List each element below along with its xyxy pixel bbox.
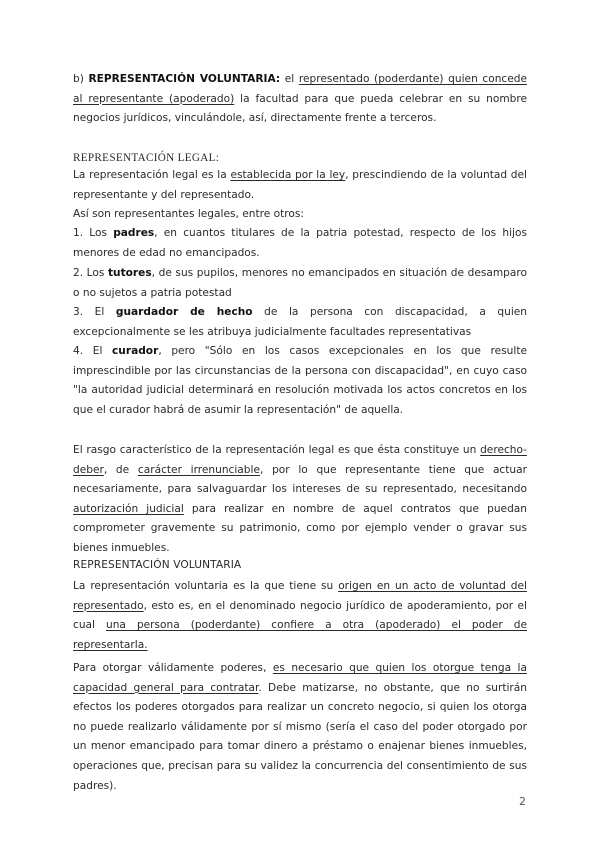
intro-underlined: representado (poderdante) quien concede al representante (apoderado): [73, 73, 528, 105]
voluntary-underlined-1: origen en un acto de voluntad del representado: [73, 580, 527, 612]
legal-item-4: [73, 342, 527, 420]
intro-text-2: la facultad para que pueda celebrar en su nombre negocios jurídicos, vinculándole, así, directamente frente a terceros.: [73, 92, 528, 125]
trait-paragraph: [73, 441, 527, 559]
trait-underlined-1: derecho-deber: [73, 444, 527, 476]
item-number: 3. El: [73, 306, 116, 318]
powers-paragraph: [73, 659, 527, 796]
item-number: 4. El: [73, 345, 113, 357]
item-number: 2. Los: [73, 267, 108, 279]
legal-item-3: [73, 303, 527, 342]
intro-paragraph: [73, 70, 527, 129]
powers-text-2: . Debe matizarse, no obstante, que no surtirán efectos los poderes otorgados para realizar un concreto negocio, si quien los otorga no puede realizarlo válidamente por sí mismo (sería el caso del poder otorgado por un menor emancipado para tomar dinero a préstamo o enajenar bienes inmuebles, operaciones que, precisan para su validez la concurrencia del consentimiento de sus padres).: [73, 681, 527, 792]
legal-item-1: [73, 224, 527, 263]
legal-heading: REPRESENTACIÓN LEGAL:: [73, 152, 220, 164]
item-term: padres: [113, 227, 155, 239]
item-term: tutores: [107, 267, 152, 279]
intro-prefix: b): [73, 73, 89, 85]
trait-text: El rasgo característico de la representación legal es que ésta constituye un: [73, 444, 481, 456]
voluntary-heading: REPRESENTACIÓN VOLUNTARIA: [73, 559, 242, 571]
voluntary-text-2: , esto es, en el denominado negocio jurídico de apoderamiento, por el cual: [73, 599, 527, 632]
voluntary-underlined-2: una persona (poderdante) confiere a otra (apoderado) el poder de representarla.: [73, 619, 527, 651]
intro-text: el: [280, 73, 299, 85]
trait-text-3: , por lo que representante tiene que actuar necesariamente, para salvaguardar los intereses de su representado, necesitando: [73, 463, 527, 496]
item-term: curador: [112, 345, 159, 357]
trait-text-2: , de: [103, 463, 138, 476]
voluntary-paragraph: [73, 577, 527, 655]
voluntary-text: La representación voluntaria es la que tiene su: [73, 580, 339, 592]
legal-list-intro: Así son representantes legales, entre otros:: [73, 208, 304, 220]
item-term: guardador de hecho: [115, 306, 253, 318]
legal-definition: [73, 166, 527, 205]
page-number: 2: [519, 795, 526, 808]
legal-item-2: [73, 264, 527, 303]
trait-text-4: para realizar en nombre de aquel contratos que puedan comprometer gravemente su patrimonio, como por ejemplo vender o gravar sus bienes inmuebles.: [73, 502, 527, 554]
trait-underlined-2: carácter irrenunciable: [137, 463, 260, 476]
legal-def-text-2: , prescindiendo de la voluntad del representante y del representado.: [73, 169, 527, 201]
intro-term: REPRESENTACIÓN VOLUNTARIA:: [88, 73, 281, 85]
item-text: , de sus pupilos, menores no emancipados en situación de desamparo o no sujetos a patria potestad: [73, 267, 528, 299]
powers-text: Para otorgar válidamente poderes,: [73, 662, 273, 674]
legal-def-text: La representación legal es la: [73, 169, 231, 181]
item-text: , en cuantos titulares de la patria potestad, respecto de los hijos menores de edad no emancipados.: [73, 227, 527, 259]
powers-underlined: es necesario que quien los otorgue tenga la capacidad general para contratar: [73, 662, 527, 694]
item-text: , pero "Sólo en los casos excepcionales en los que resulte imprescindible por las circunstancias de la persona con discapacidad", en cuyo caso "la autoridad judicial determinará en resolución motivada los actos concretos en los que el curador habrá de asumir la representación" de aquella.: [73, 345, 527, 416]
trait-underlined-3: autorización judicial: [73, 502, 184, 515]
legal-def-underlined: establecida por la ley: [230, 169, 346, 181]
item-number: 1. Los: [73, 227, 114, 239]
item-text: de la persona con discapacidad, a quien excepcionalmente se les atribuya judicialmente facultades representativas: [73, 306, 527, 338]
